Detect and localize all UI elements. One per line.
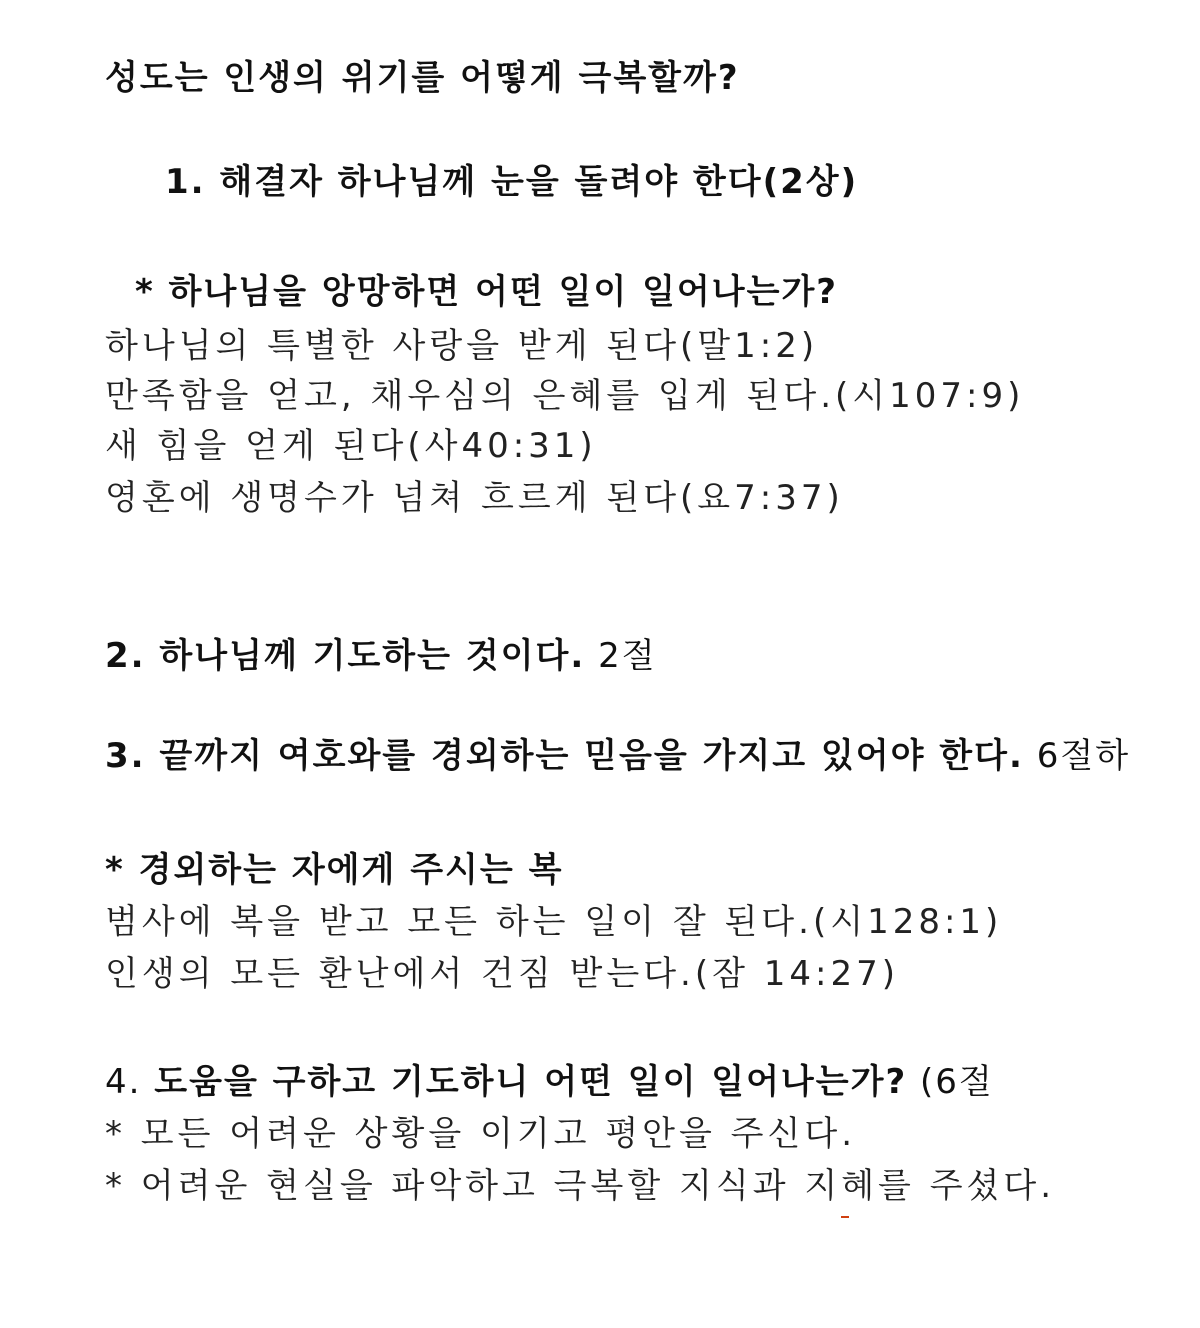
section-2-line bbox=[105, 634, 657, 678]
red-mark bbox=[841, 1216, 849, 1218]
section-3-item: 범사에 복을 받고 모든 하는 일이 잘 된다.(시128:1) bbox=[105, 902, 1003, 942]
section-4-heading: 도움을 구하고 기도하니 어떤 일이 일어나는가? bbox=[154, 1062, 908, 1102]
section-1-heading: 1. 해결자 하나님께 눈을 돌려야 한다(2상) bbox=[165, 162, 859, 202]
section-1-subheading: * 하나님을 앙망하면 어떤 일이 일어나는가? bbox=[135, 272, 839, 312]
section-3-heading: 3. 끝까지 여호와를 경외하는 믿음을 가지고 있어야 한다. bbox=[105, 736, 1024, 776]
section-1-item: 영혼에 생명수가 넘쳐 흐르게 된다(요7:37) bbox=[105, 478, 844, 518]
section-3-line bbox=[105, 734, 1130, 778]
section-3-item: 인생의 모든 환난에서 건짐 받는다.(잠 14:27) bbox=[105, 954, 900, 994]
section-4-line bbox=[105, 1060, 994, 1104]
section-4-item: * 모든 어려운 상황을 이기고 평안을 주신다. bbox=[105, 1114, 856, 1154]
section-3-subheading: * 경외하는 자에게 주시는 복 bbox=[105, 850, 564, 890]
section-3-ref: 6절하 bbox=[1023, 736, 1131, 776]
section-4-item: * 어려운 현실을 파악하고 극복할 지식과 지혜를 주셨다. bbox=[105, 1166, 1056, 1206]
section-1-item: 하나님의 특별한 사랑을 받게 된다(말1:2) bbox=[105, 326, 819, 366]
section-4-number: 4. bbox=[105, 1062, 155, 1102]
section-4-ref: (6절 bbox=[907, 1062, 994, 1102]
document-title: 성도는 인생의 위기를 어떻게 극복할까? bbox=[105, 58, 740, 98]
section-2-ref: 2절 bbox=[585, 636, 657, 676]
section-1-item: 새 힘을 얻게 된다(사40:31) bbox=[105, 426, 597, 466]
section-2-heading: 2. 하나님께 기도하는 것이다. bbox=[105, 636, 586, 676]
section-1-item: 만족함을 얻고, 채우심의 은혜를 입게 된다.(시107:9) bbox=[105, 376, 1025, 416]
